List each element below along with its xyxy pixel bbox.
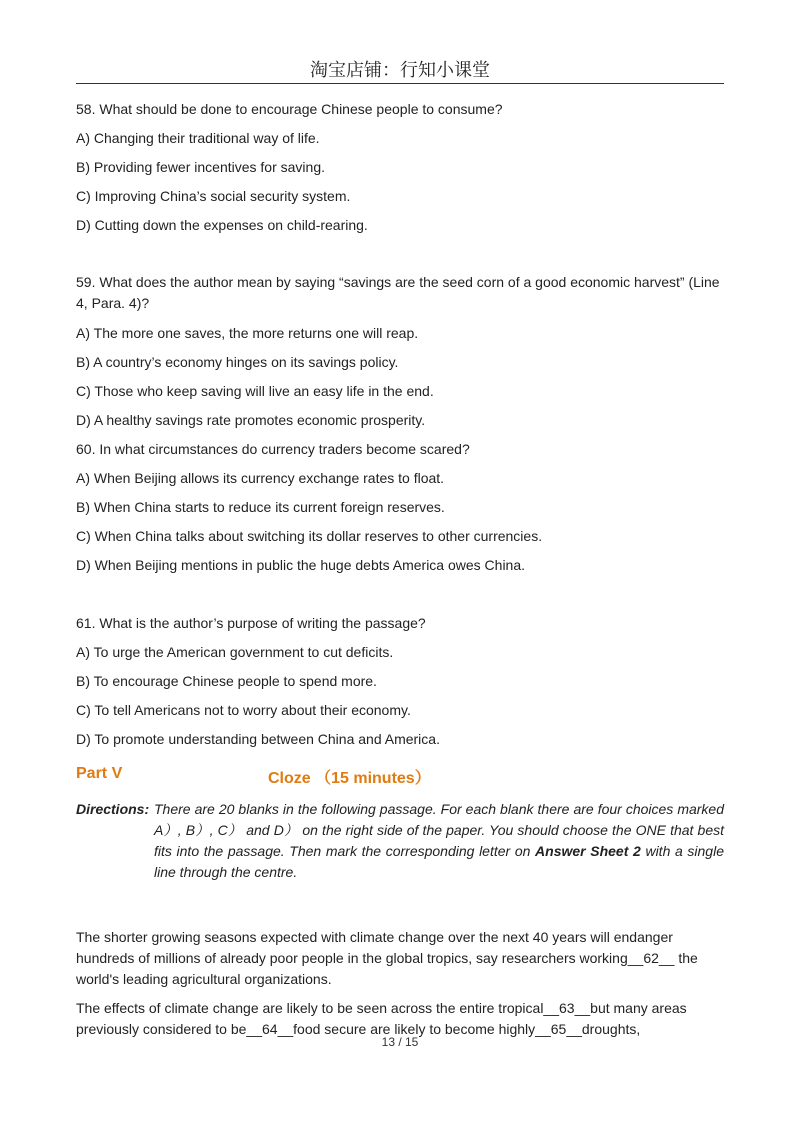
question-stem: 60. In what circumstances do currency traders become scared? xyxy=(76,440,470,457)
question-stem: 61. What is the author’s purpose of writing the passage? xyxy=(76,614,426,631)
passage-paragraph-2: The effects of climate change are likely to be seen across the entire tropical__63__but many areas previously considered to be__64__food secure are likely to become highly__65__droughts, xyxy=(76,1000,687,1037)
spacer xyxy=(76,239,724,268)
option-d: D) When Beijing mentions in public the huge debts America owes China. xyxy=(76,556,526,573)
option-a: A) To urge the American government to cut deficits. xyxy=(76,643,394,660)
option-a: A) The more one saves, the more returns one will reap. xyxy=(76,324,419,341)
option-b: B) To encourage Chinese people to spend more. xyxy=(76,672,377,689)
spacer xyxy=(76,990,724,998)
option-d: D) To promote understanding between China and America. xyxy=(76,730,440,747)
option-b: B) A country’s economy hinges on its savings policy. xyxy=(76,353,399,370)
question-stem: 58. What should be done to encourage Chinese people to consume? xyxy=(76,100,503,117)
header-divider xyxy=(76,83,724,84)
option-c: C) Improving China’s social security system. xyxy=(76,187,351,204)
document-content xyxy=(76,94,724,1040)
directions xyxy=(76,799,724,883)
question-60 xyxy=(76,434,724,579)
option-a: A) When Beijing allows its currency exchange rates to float. xyxy=(76,469,445,486)
directions-text-part: There are 20 blanks in the following passage. For each blank there are four choices marked A）, B）, C） and D） on the right side of the paper. You should choose the ONE that best fits into the passage. Then mark the corresponding letter on xyxy=(154,801,724,859)
passage-paragraph-1: The shorter growing seasons expected with climate change over the next 40 years will endanger hundreds of millions of already poor people in the global tropics, say researchers working__62__ the world's leading agricultural organizations. xyxy=(76,929,698,987)
option-d: D) A healthy savings rate promotes economic prosperity. xyxy=(76,411,426,428)
option-c: C) To tell Americans not to worry about their economy. xyxy=(76,701,411,718)
directions-label: Directions: xyxy=(76,801,150,817)
question-58 xyxy=(76,94,724,239)
option-c: C) When China talks about switching its dollar reserves to other currencies. xyxy=(76,527,543,544)
option-b: B) Providing fewer incentives for saving. xyxy=(76,158,325,175)
answer-sheet-ref: Answer Sheet 2 xyxy=(535,843,641,859)
option-a: A) Changing their traditional way of life. xyxy=(76,129,320,146)
directions-text-part: with a single line through the centre. xyxy=(154,843,724,880)
option-d: D) Cutting down the expenses on child-rearing. xyxy=(76,216,368,233)
part-title: Cloze （15 minutes） xyxy=(268,770,431,787)
question-61 xyxy=(76,608,724,753)
question-stem: 59. What does the author mean by saying “savings are the seed corn of a good economic harvest” (Line 4, Para. 4)? xyxy=(76,274,720,311)
directions-text xyxy=(154,799,724,883)
part-label: Part V xyxy=(76,765,123,782)
option-c: C) Those who keep saving will live an easy life in the end. xyxy=(76,382,434,399)
section-heading xyxy=(76,755,724,789)
page-header-title: 淘宝店铺：行知小课堂 xyxy=(310,60,490,81)
spacer xyxy=(76,883,724,927)
page-number: 13 / 15 xyxy=(381,1035,419,1049)
option-b: B) When China starts to reduce its current foreign reserves. xyxy=(76,498,445,515)
question-59 xyxy=(76,268,724,434)
spacer xyxy=(76,579,724,608)
